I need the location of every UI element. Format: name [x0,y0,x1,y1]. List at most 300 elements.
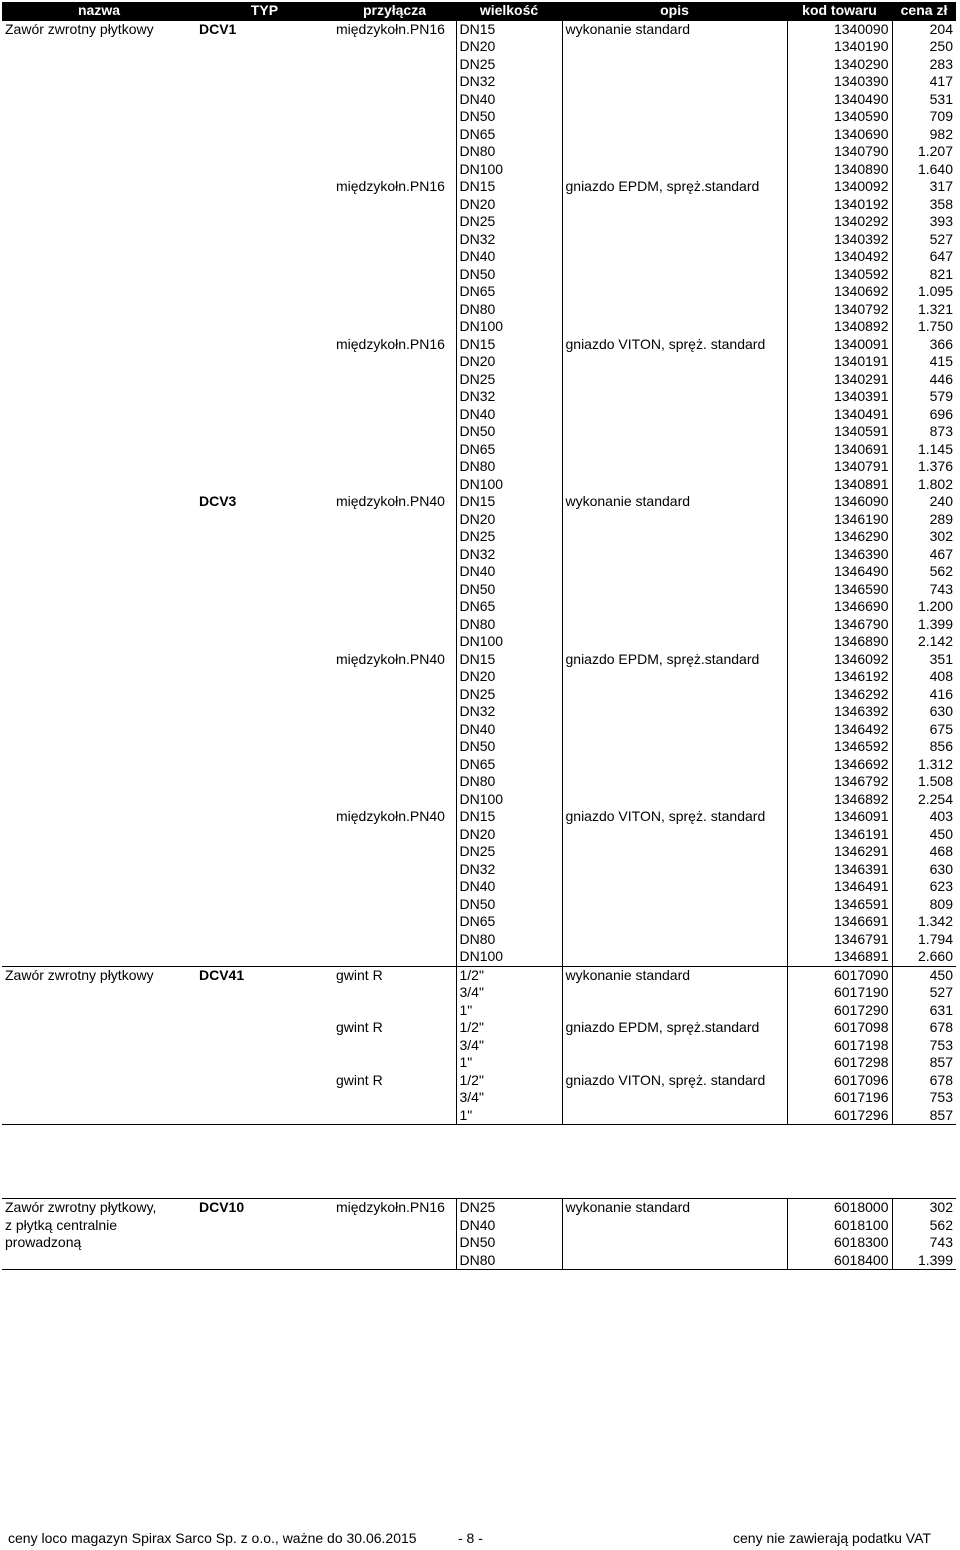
cell-typ [196,738,333,756]
cell-opis [562,1054,787,1072]
cell-opis [562,686,787,704]
cell-typ [196,1002,333,1020]
table-row [2,38,956,56]
cell-typ: DCV10 [196,1199,333,1217]
cell-przylacza [333,1107,456,1125]
cell-typ [196,108,333,126]
cell-opis: gniazdo VITON, spręż. standard [562,336,787,354]
table-row [2,756,956,774]
cell-cena: 417 [892,73,956,91]
table-row [2,1234,956,1252]
cell-cena: 415 [892,353,956,371]
cell-wielkosc: DN80 [456,301,562,319]
cell-opis [562,301,787,319]
cell-wielkosc: DN20 [456,38,562,56]
cell-cena: 1.145 [892,441,956,459]
cell-kod-towaru: 1340790 [787,143,892,161]
cell-nazwa [2,1019,196,1037]
cell-nazwa [2,668,196,686]
col-header-typ: TYP [196,2,333,20]
cell-opis: wykonanie standard [562,20,787,38]
cell-nazwa [2,353,196,371]
table-row [2,791,956,809]
cell-opis [562,1217,787,1235]
cell-kod-towaru: 1340690 [787,126,892,144]
cell-nazwa [2,371,196,389]
cell-wielkosc: DN65 [456,913,562,931]
cell-opis: wykonanie standard [562,493,787,511]
cell-nazwa [2,563,196,581]
cell-przylacza [333,581,456,599]
cell-nazwa [2,1107,196,1125]
cell-cena: 623 [892,878,956,896]
cell-przylacza [333,668,456,686]
cell-cena: 351 [892,651,956,669]
cell-wielkosc: DN15 [456,808,562,826]
cell-opis [562,826,787,844]
cell-kod-towaru: 6017196 [787,1089,892,1107]
cell-przylacza [333,1002,456,1020]
cell-przylacza [333,56,456,74]
table-row [2,336,956,354]
table-row [2,20,956,38]
price-table [2,2,956,1125]
table-row [2,546,956,564]
cell-wielkosc: 1/2" [456,1072,562,1090]
cell-opis [562,283,787,301]
cell-nazwa: prowadzoną [5,1234,82,1250]
cell-cena: 450 [892,826,956,844]
cell-cena: 2.660 [892,948,956,966]
table-row [2,581,956,599]
table-row [2,528,956,546]
cell-wielkosc: DN40 [456,563,562,581]
cell-cena: 1.342 [892,913,956,931]
cell-opis [562,56,787,74]
cell-wielkosc: DN40 [456,91,562,109]
cell-kod-towaru: 1346391 [787,861,892,879]
cell-wielkosc: DN100 [456,476,562,494]
cell-typ: DCV1 [196,20,333,38]
cell-kod-towaru: 1340190 [787,38,892,56]
cell-cena: 630 [892,861,956,879]
table-row [2,441,956,459]
cell-nazwa [2,546,196,564]
cell-nazwa [2,826,196,844]
cell-opis: gniazdo EPDM, spręż.standard [562,178,787,196]
page-number: - 8 - [458,1530,483,1546]
cell-wielkosc: DN80 [456,616,562,634]
cell-cena: 630 [892,703,956,721]
cell-kod-towaru: 1340292 [787,213,892,231]
cell-nazwa: Zawór zwrotny płytkowy [2,966,196,984]
cell-typ [196,476,333,494]
cell-kod-towaru: 1346692 [787,756,892,774]
cell-przylacza [333,738,456,756]
cell-przylacza [333,353,456,371]
cell-opis [562,213,787,231]
cell-typ [196,984,333,1002]
cell-nazwa [2,528,196,546]
cell-cena: 1.399 [892,616,956,634]
cell-wielkosc: DN32 [456,861,562,879]
cell-kod-towaru: 1340592 [787,266,892,284]
cell-kod-towaru: 1346592 [787,738,892,756]
table-row [2,108,956,126]
cell-przylacza [333,301,456,319]
cell-opis: wykonanie standard [562,1199,787,1217]
cell-cena: 743 [892,1234,956,1252]
cell-nazwa [2,1054,196,1072]
cell-wielkosc: DN65 [456,126,562,144]
cell-typ [196,371,333,389]
table-row [2,476,956,494]
cell-nazwa [2,423,196,441]
cell-nazwa [2,511,196,529]
cell-nazwa [2,493,196,511]
cell-nazwa [2,266,196,284]
cell-przylacza [333,826,456,844]
cell-wielkosc: DN25 [456,1199,562,1217]
cell-opis [562,791,787,809]
cell-cena: 1.207 [892,143,956,161]
cell-opis [562,668,787,686]
cell-typ [196,1252,333,1270]
cell-wielkosc: DN15 [456,651,562,669]
table-row [2,301,956,319]
cell-kod-towaru: 1346491 [787,878,892,896]
cell-przylacza [333,231,456,249]
cell-nazwa [2,861,196,879]
cell-przylacza [333,196,456,214]
cell-opis [562,231,787,249]
cell-przylacza [333,143,456,161]
cell-przylacza [333,861,456,879]
cell-kod-towaru: 1340892 [787,318,892,336]
cell-wielkosc: DN80 [456,773,562,791]
cell-opis [562,756,787,774]
cell-przylacza [333,108,456,126]
cell-nazwa [2,283,196,301]
cell-nazwa [2,213,196,231]
cell-cena: 527 [892,984,956,1002]
cell-nazwa [2,773,196,791]
cell-cena: 403 [892,808,956,826]
footer-vat-note: ceny nie zawierają podatku VAT [733,1530,931,1546]
cell-typ [196,318,333,336]
cell-kod-towaru: 6017198 [787,1037,892,1055]
table-row [2,984,956,1002]
cell-opis [562,861,787,879]
table-row [2,266,956,284]
cell-nazwa [2,1072,196,1090]
cell-cena: 467 [892,546,956,564]
table-row [2,318,956,336]
table-row [2,73,956,91]
cell-typ [196,633,333,651]
cell-wielkosc: DN100 [456,161,562,179]
table-row [2,56,956,74]
cell-przylacza [333,948,456,966]
cell-nazwa [2,808,196,826]
cell-przylacza [333,406,456,424]
table-row [2,721,956,739]
cell-cena: 393 [892,213,956,231]
cell-opis [562,598,787,616]
cell-kod-towaru: 6017096 [787,1072,892,1090]
cell-kod-towaru: 1346792 [787,773,892,791]
cell-nazwa [2,336,196,354]
cell-wielkosc: DN40 [456,721,562,739]
cell-opis [562,878,787,896]
cell-opis [562,511,787,529]
price-table-dcv10 [2,1198,956,1270]
cell-kod-towaru: 1340191 [787,353,892,371]
table-row [2,511,956,529]
cell-przylacza: gwint R [336,1019,383,1035]
cell-wielkosc: DN15 [456,493,562,511]
cell-typ [196,1089,333,1107]
cell-wielkosc: 1/2" [456,1019,562,1037]
cell-przylacza [333,441,456,459]
cell-nazwa [2,913,196,931]
cell-przylacza [333,1054,456,1072]
cell-kod-towaru: 1340891 [787,476,892,494]
cell-przylacza [333,1252,456,1270]
cell-opis [562,984,787,1002]
cell-nazwa [2,756,196,774]
cell-cena: 821 [892,266,956,284]
cell-typ [196,511,333,529]
cell-kod-towaru: 6018400 [787,1252,892,1270]
cell-typ [196,563,333,581]
table-row [2,773,956,791]
cell-typ [196,616,333,634]
cell-kod-towaru: 1346791 [787,931,892,949]
cell-nazwa [2,1037,196,1055]
table-row [2,826,956,844]
cell-przylacza [333,773,456,791]
cell-nazwa [2,721,196,739]
cell-przylacza [333,703,456,721]
cell-przylacza [333,896,456,914]
cell-kod-towaru: 1346091 [787,808,892,826]
cell-typ [196,668,333,686]
cell-opis [562,581,787,599]
cell-kod-towaru: 1340390 [787,73,892,91]
cell-cena: 857 [892,1054,956,1072]
cell-typ [196,91,333,109]
cell-kod-towaru: 1346090 [787,493,892,511]
cell-typ [196,1037,333,1055]
cell-cena: 709 [892,108,956,126]
cell-opis [562,126,787,144]
cell-cena: 562 [892,563,956,581]
table-row [2,686,956,704]
cell-przylacza [333,476,456,494]
cell-cena: 2.254 [892,791,956,809]
cell-typ [196,213,333,231]
cell-cena: 531 [892,91,956,109]
cell-opis: wykonanie standard [562,966,787,984]
cell-cena: 1.399 [892,1252,956,1270]
cell-kod-towaru: 1346292 [787,686,892,704]
cell-opis [562,161,787,179]
cell-nazwa [2,598,196,616]
cell-kod-towaru: 1340291 [787,371,892,389]
cell-przylacza [333,73,456,91]
cell-przylacza [333,458,456,476]
table-row [2,598,956,616]
cell-przylacza: międzykołn.PN40 [336,493,445,509]
table-row [2,1252,956,1270]
cell-typ [196,283,333,301]
cell-kod-towaru: 1340492 [787,248,892,266]
cell-opis: gniazdo VITON, spręż. standard [562,808,787,826]
cell-cena: 678 [892,1072,956,1090]
cell-nazwa [2,248,196,266]
cell-typ [196,791,333,809]
cell-typ [196,301,333,319]
cell-kod-towaru: 6017098 [787,1019,892,1037]
cell-typ [196,1019,333,1037]
table-row [2,896,956,914]
cell-typ [196,931,333,949]
cell-kod-towaru: 1340890 [787,161,892,179]
cell-typ [196,406,333,424]
cell-cena: 358 [892,196,956,214]
cell-cena: 856 [892,738,956,756]
cell-typ [196,581,333,599]
cell-przylacza [333,528,456,546]
cell-przylacza: międzykołn.PN16 [333,20,456,38]
cell-kod-towaru: 1346291 [787,843,892,861]
cell-przylacza [333,161,456,179]
cell-cena: 675 [892,721,956,739]
cell-kod-towaru: 1340692 [787,283,892,301]
cell-przylacza [333,423,456,441]
cell-typ [196,73,333,91]
cell-opis: gniazdo VITON, spręż. standard [562,1072,787,1090]
cell-cena: 289 [892,511,956,529]
cell-typ [196,353,333,371]
cell-nazwa [2,143,196,161]
cell-cena: 1.640 [892,161,956,179]
cell-opis [562,108,787,126]
cell-wielkosc: DN50 [456,108,562,126]
table-row [2,563,956,581]
cell-wielkosc: DN50 [456,423,562,441]
cell-cena: 809 [892,896,956,914]
cell-cena: 743 [892,581,956,599]
cell-przylacza [333,1037,456,1055]
table-row [2,178,956,196]
cell-nazwa [2,126,196,144]
cell-opis [562,423,787,441]
table-row [2,633,956,651]
cell-kod-towaru: 1340490 [787,91,892,109]
cell-nazwa [2,73,196,91]
cell-typ [196,56,333,74]
cell-wielkosc: DN50 [456,896,562,914]
cell-nazwa [2,161,196,179]
cell-wielkosc: DN32 [456,231,562,249]
cell-nazwa [2,318,196,336]
table-row [2,808,956,826]
cell-kod-towaru: 1340491 [787,406,892,424]
table-row [2,353,956,371]
cell-typ: DCV3 [199,493,237,509]
cell-przylacza [333,721,456,739]
cell-kod-towaru: 1346190 [787,511,892,529]
cell-nazwa [2,178,196,196]
cell-nazwa [2,1252,196,1270]
cell-typ [196,441,333,459]
cell-opis [562,1002,787,1020]
cell-kod-towaru: 6018300 [787,1234,892,1252]
cell-nazwa [2,38,196,56]
cell-cena: 1.750 [892,318,956,336]
cell-opis [562,773,787,791]
cell-nazwa [2,984,196,1002]
cell-typ [196,458,333,476]
cell-wielkosc: DN80 [456,1252,562,1270]
cell-opis [562,616,787,634]
col-header-opis: opis [562,2,787,20]
cell-kod-towaru: 1340590 [787,108,892,126]
cell-cena: 446 [892,371,956,389]
cell-typ [196,231,333,249]
cell-wielkosc: 1/2" [456,966,562,984]
cell-kod-towaru: 1340091 [787,336,892,354]
cell-opis [562,458,787,476]
cell-cena: 416 [892,686,956,704]
cell-wielkosc: DN20 [456,196,562,214]
cell-wielkosc: DN25 [456,56,562,74]
table-row [2,878,956,896]
cell-cena: 366 [892,336,956,354]
cell-cena: 1.508 [892,773,956,791]
cell-cena: 302 [892,528,956,546]
cell-kod-towaru: 1346192 [787,668,892,686]
cell-kod-towaru: 6017090 [787,966,892,984]
table-row [2,931,956,949]
cell-cena: 562 [892,1217,956,1235]
cell-przylacza: międzykołn.PN40 [336,650,445,667]
cell-kod-towaru: 1346590 [787,581,892,599]
cell-opis [562,143,787,161]
col-header-nazwa: nazwa [2,2,196,20]
cell-cena: 1.794 [892,931,956,949]
cell-opis [562,1107,787,1125]
cell-typ [196,1072,333,1090]
cell-kod-towaru: 1346092 [787,651,892,669]
cell-typ [196,651,333,669]
cell-cena: 317 [892,178,956,196]
cell-przylacza: międzykołn.PN16 [336,335,445,352]
cell-opis [562,38,787,56]
table-row [2,126,956,144]
cell-wielkosc: DN50 [456,581,562,599]
cell-typ [196,423,333,441]
col-header-cena: cena zł [892,2,956,20]
cell-cena: 468 [892,843,956,861]
cell-cena: 1.802 [892,476,956,494]
cell-opis [562,318,787,336]
cell-typ [196,336,333,354]
cell-kod-towaru: 1346891 [787,948,892,966]
cell-opis [562,721,787,739]
